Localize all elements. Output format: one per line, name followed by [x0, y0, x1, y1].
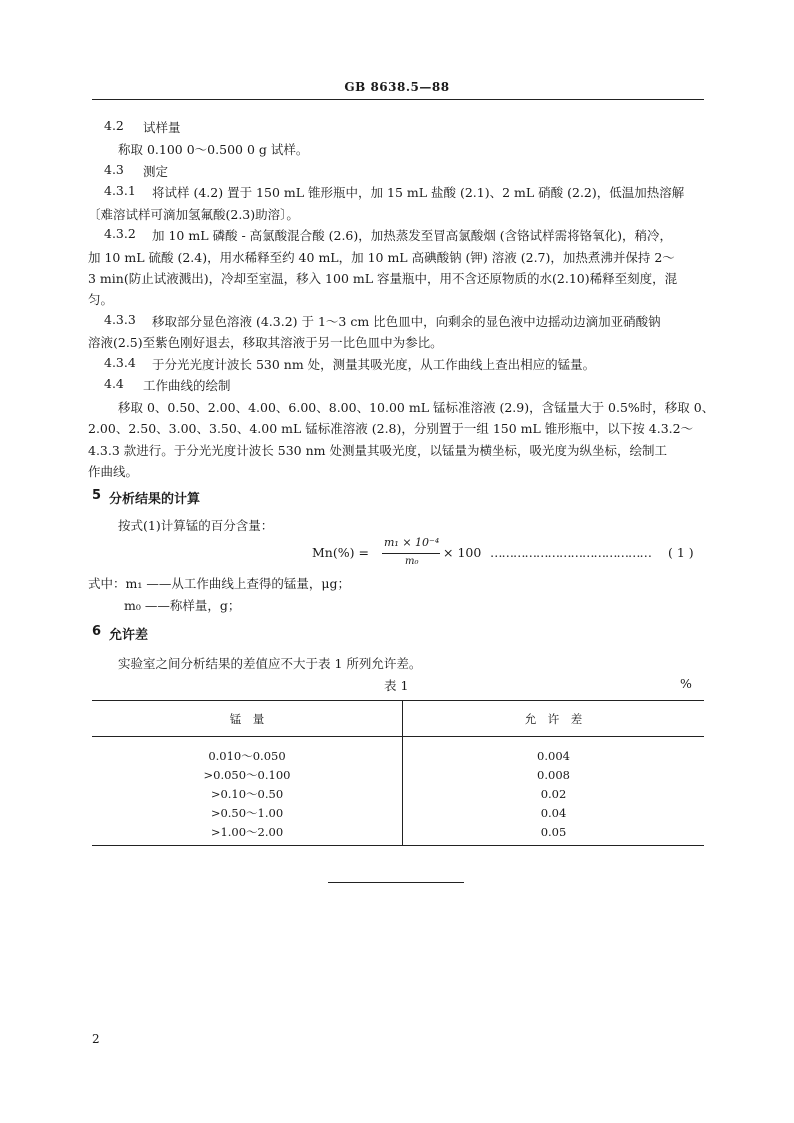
formula-numerator: m₁ × 10⁻⁴ [384, 536, 440, 549]
section-6-number: 6 [92, 624, 102, 639]
running-header: GB 8638.5—88 [344, 80, 450, 94]
equation-number: ( 1 ) [668, 545, 694, 560]
table-row [92, 784, 704, 803]
section-4-4-number: 4.4 [104, 376, 124, 391]
section-4-3-1-line1: 将试样 (4.2) 置于 150 mL 锥形瓶中，加 15 mL 盐酸 (2.1)、2 mL 硝酸 (2.2)，低温加热溶解 [152, 185, 685, 200]
table-cell-range: >0.050～0.100 [92, 765, 403, 784]
table-unit: % [680, 676, 692, 691]
section-5-number: 5 [92, 488, 102, 503]
table-header-manganese: 锰 量 [92, 701, 403, 737]
header-rule [92, 99, 704, 100]
section-4-3-4-line1: 于分光光度计波长 530 nm 处，测量其吸光度，从工作曲线上查出相应的锰量。 [152, 357, 596, 372]
section-4-3-3-line1: 移取部分显色溶液 (4.3.2) 于 1～3 cm 比色皿中，向剩余的显色液中边摇动边滴加亚硝酸钠 [152, 314, 661, 329]
section-4-4-title: 工作曲线的绘制 [143, 378, 231, 393]
formula-denominator: m₀ [405, 556, 419, 567]
section-4-3-2-line4: 匀。 [88, 292, 114, 307]
section-4-3-1-line2: 〔难溶试样可滴加氢氟酸(2.3)助溶〕。 [88, 207, 299, 222]
section-4-3-3-line2: 溶液(2.5)至紫色刚好退去，移取其溶液于另一比色皿中为参比。 [88, 335, 443, 350]
section-4-2-title: 试样量 [143, 120, 181, 135]
section-4-3-2-number: 4.3.2 [104, 226, 136, 241]
section-4-3-2-line3: 3 min(防止试液溅出)，冷却至室温，移入 100 mL 容量瓶中，用不含还原物质的水(2.10)稀释至刻度，混 [88, 271, 678, 286]
section-4-3-2-line1: 加 10 mL 磷酸 - 高氯酸混合酸 (2.6)，加热蒸发至冒高氯酸烟 (含铬试样需将铬氧化)，稍冷， [152, 228, 672, 243]
formula-lhs: Mn(%) = [312, 545, 369, 560]
formula-rhs: × 100 [443, 545, 482, 560]
section-4-4-line4: 作曲线。 [88, 464, 139, 479]
section-4-4-line1: 移取 0、0.50、2.00、4.00、6.00、8.00、10.00 mL 锰标准溶液 (2.9)，含锰量大于 0.5%时，移取 0、 [118, 400, 715, 415]
table-cell-range: >1.00～2.00 [92, 822, 403, 846]
table-cell-tolerance: 0.04 [540, 805, 567, 820]
section-4-3-3-number: 4.3.3 [104, 312, 136, 327]
page-number: 2 [92, 1032, 100, 1046]
table-row [92, 737, 704, 766]
table-cell-tolerance: 0.004 [537, 748, 570, 763]
section-4-3-1-number: 4.3.1 [104, 183, 136, 198]
formula-leader-dots: …………………………………… [490, 545, 651, 560]
section-4-2-body: 称取 0.100 0～0.500 0 g 试样。 [118, 142, 309, 157]
section-4-3-title: 测定 [143, 164, 169, 179]
section-4-3-number: 4.3 [104, 162, 124, 177]
section-4-3-4-number: 4.3.4 [104, 355, 136, 370]
end-rule [328, 882, 464, 883]
table-cell-tolerance: 0.008 [537, 767, 570, 782]
fraction-bar [382, 553, 440, 554]
section-4-3-2-line2: 加 10 mL 硫酸 (2.4)，用水稀释至约 40 mL，加 10 mL 高碘酸钠 (钾) 溶液 (2.7)，加热煮沸并保持 2～ [88, 250, 675, 265]
section-5-title: 分析结果的计算 [109, 492, 201, 507]
formula-where-1: 式中：m₁ ——从工作曲线上查得的锰量，μg； [88, 576, 350, 591]
table-header-tolerance: 允 许 差 [403, 701, 705, 737]
section-4-2-number: 4.2 [104, 118, 124, 133]
tolerance-table [92, 700, 704, 846]
table-row [92, 765, 704, 784]
section-4-4-line2: 2.00、2.50、3.00、3.50、4.00 mL 锰标准溶液 (2.8)，分别置于一组 150 mL 锥形瓶中，以下按 4.3.2～ [88, 421, 694, 436]
table-cell-range: 0.010～0.050 [92, 737, 403, 766]
table-cell-range: >0.10～0.50 [92, 784, 403, 803]
table-cell-range: >0.50～1.00 [92, 803, 403, 822]
table-row [92, 803, 704, 822]
table-cell-tolerance: 0.02 [540, 786, 567, 801]
section-6-title: 允许差 [109, 628, 149, 643]
table-row [92, 822, 704, 846]
formula-where-2: m₀ ——称样量，g； [124, 598, 241, 613]
table-cell-tolerance: 0.05 [403, 822, 705, 846]
section-5-intro: 按式(1)计算锰的百分含量： [118, 518, 274, 533]
section-4-4-line3: 4.3.3 款进行。于分光光度计波长 530 nm 处测量其吸光度，以锰量为横坐标，吸光度为纵坐标，绘制工 [88, 443, 667, 458]
table-caption: 表 1 [384, 678, 409, 693]
section-6-intro: 实验室之间分析结果的差值应不大于表 1 所列允许差。 [118, 656, 422, 671]
